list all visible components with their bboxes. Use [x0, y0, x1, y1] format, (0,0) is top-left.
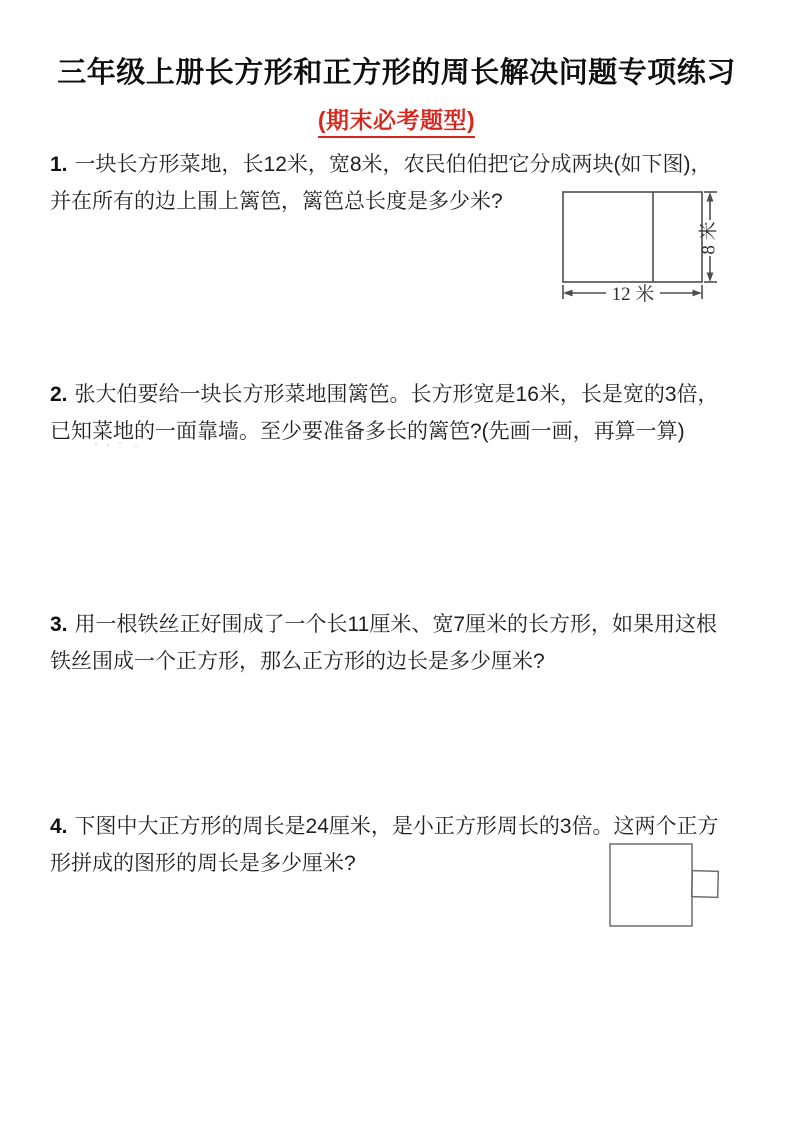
question-2: [50, 376, 750, 450]
question-3: [50, 606, 750, 680]
question-2-text: 张大伯要给一块长方形菜地围篱笆。长方形宽是16米，长是宽的3倍，: [74, 383, 719, 406]
question-3-text: 用一根铁丝正好围成了一个长11厘米、宽7厘米的长方形，如果用这根: [74, 613, 717, 636]
arrow-left-icon: [563, 290, 573, 297]
question-1-line-1: [50, 146, 750, 183]
arrow-up-icon: [707, 192, 714, 202]
question-4-text: 形拼成的图形的周长是多少厘米?: [50, 852, 356, 875]
subtitle-row: [0, 102, 793, 138]
question-4-number: 4.: [50, 815, 68, 838]
width-dimension-label: 12 米: [611, 284, 655, 305]
question-4-text: 下图中大正方形的周长是24厘米，是小正方形周长的3倍。这两个正方: [74, 815, 719, 838]
height-dimension-label: 8 米: [698, 221, 720, 255]
question-1-text: 并在所有的边上围上篱笆，篱笆总长度是多少米?: [50, 190, 503, 213]
question-2-line-2: [50, 413, 750, 450]
question-3-line-1: [50, 606, 750, 643]
question-3-number: 3.: [50, 613, 68, 636]
question-1-text: 一块长方形菜地，长12米，宽8米，农民伯伯把它分成两块(如下图)，: [74, 153, 712, 176]
figure-divided-rectangle: [554, 184, 736, 312]
arrow-right-icon: [693, 290, 703, 297]
rectangle-outline: [563, 192, 702, 282]
arrow-down-icon: [707, 273, 714, 283]
figure-joined-squares: [596, 836, 736, 941]
question-2-text: 已知菜地的一面靠墙。至少要准备多长的篱笆?(先画一画，再算一算): [50, 420, 685, 443]
question-3-text: 铁丝围成一个正方形，那么正方形的边长是多少厘米?: [50, 650, 545, 673]
large-square: [610, 844, 692, 926]
scan-artifact: [95, 443, 97, 445]
small-square: [692, 871, 719, 898]
question-2-line-1: [50, 376, 750, 413]
page-title: 三年级上册长方形和正方形的周长解决问题专项练习: [57, 57, 736, 89]
question-1-number: 1.: [50, 153, 68, 176]
question-3-line-2: [50, 643, 750, 680]
subtitle-badge: (期末必考题型): [318, 102, 475, 138]
question-2-number: 2.: [50, 383, 68, 406]
